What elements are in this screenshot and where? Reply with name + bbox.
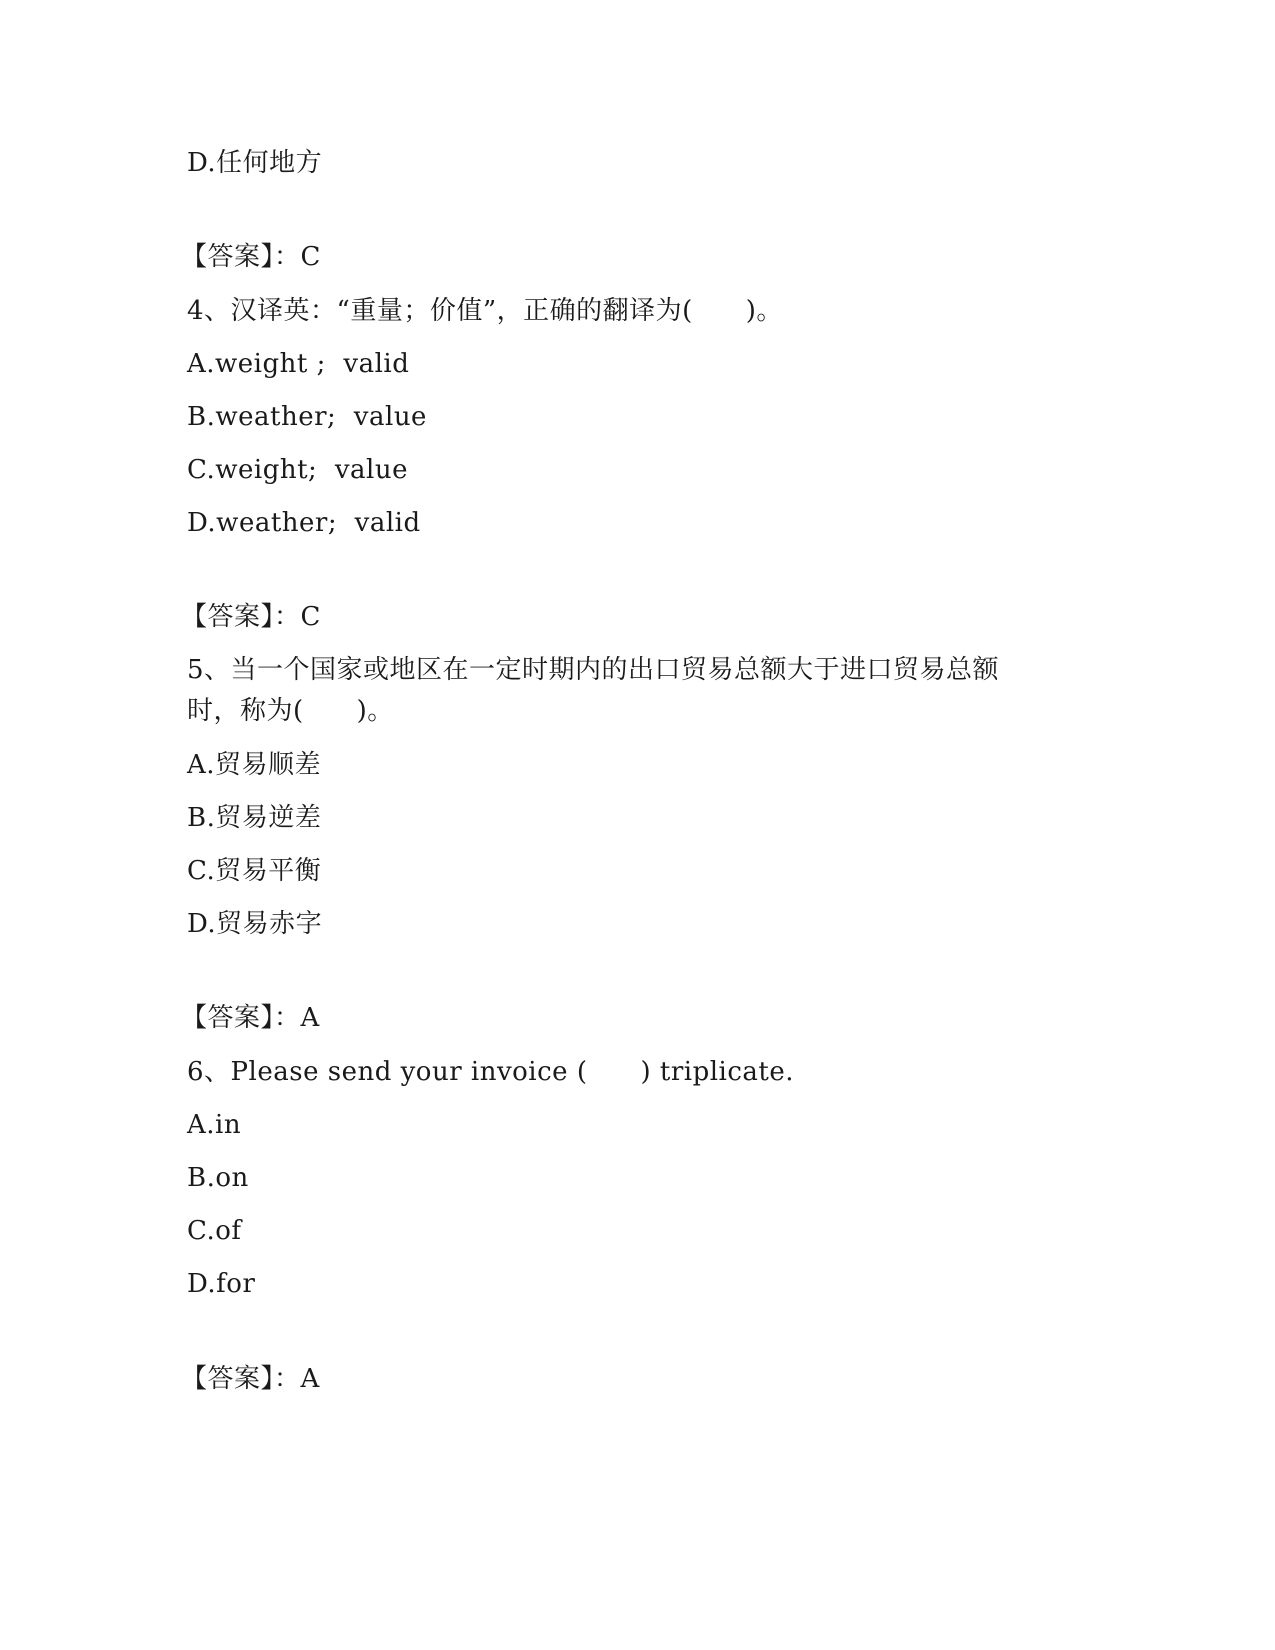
answer-line: 【答案】：A (181, 1364, 320, 1394)
option-b: B.贸易逆差 (187, 803, 322, 833)
option-b: B.weather; value (187, 402, 427, 432)
option-c: C.of (187, 1216, 242, 1246)
question-stem: 6、Please send your invoice ( ) triplicate. (187, 1057, 795, 1087)
option-d: D.weather; valid (187, 508, 421, 538)
question-stem-continued: 时，称为( )。 (187, 696, 394, 726)
option-a: A.weight ; valid (187, 349, 410, 379)
option-a: A.贸易顺差 (187, 750, 322, 780)
option-a: A.in (187, 1110, 242, 1140)
answer-line: 【答案】：C (181, 602, 321, 632)
answer-line: 【答案】：A (181, 1003, 320, 1033)
answer-line: 【答案】：C (181, 242, 321, 272)
option-c: C.weight; value (187, 455, 408, 485)
option-c: C.贸易平衡 (187, 856, 322, 886)
option-d: D.贸易赤字 (187, 909, 323, 939)
option-d: D.for (187, 1269, 256, 1299)
option-d: D.任何地方 (187, 148, 323, 178)
question-stem: 4、汉译英：“重量；价值”，正确的翻译为( )。 (187, 296, 783, 326)
option-b: B.on (187, 1163, 249, 1193)
question-stem: 5、当一个国家或地区在一定时期内的出口贸易总额大于进口贸易总额 (187, 655, 1000, 685)
